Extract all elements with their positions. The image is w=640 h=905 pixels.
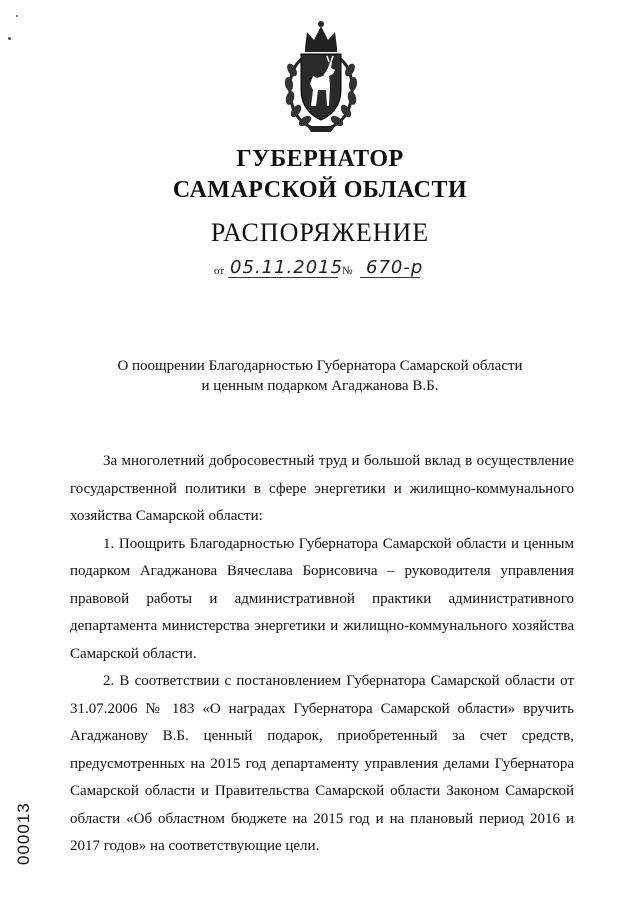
date-from-label: от [214,265,225,277]
number-underline [360,277,420,278]
scan-speck [16,15,18,17]
registration-line [214,257,434,281]
intro-paragraph: За многолетний добросовестный труд и большой вклад в осуществление государственной политики в сфере энергетики и жилищно-коммунального хозяйства Самарской области: [70,453,574,524]
item-1-paragraph: 1. Поощрить Благодарностью Губернатора Самарской области и ценным подарком Агаджанова Вячеслава Борисовича – руководителя управления правовой работы и административной практики административного департамента министерства энергетики и жилищно-коммунального хозяйства Самарской области. [70,535,574,662]
document-date: 05.11.2015 [230,257,344,278]
title-line-1: ГУБЕРНАТОР [236,146,404,172]
scan-speck [8,37,11,40]
document-body [70,448,574,861]
date-underline [228,277,338,278]
samara-coat-of-arms-icon [283,18,359,136]
document-subject [0,356,640,396]
title-line-2: САМАРСКОЙ ОБЛАСТИ [172,177,468,203]
document-number: 670-р [366,257,424,278]
number-label: № [342,265,353,277]
subject-line-1: О поощрении Благодарностью Губернатора Самарской области [117,358,523,374]
sheet-number: 000013 [14,802,33,865]
item-2-paragraph: 2. В соответствии с постановлением Губернатора Самарской области от 31.07.2006 № 183 «О наградах Губернатора Самарской области» вручить Агаджанову В.Б. ценный подарок, приобретенный за счет средств, предусмотренных на 2015 год департаменту управления делами Губернатора Самарской области и Правительства Самарской области Законом Самарской области «Об областном бюджете на 2015 год и на плановый период 2016 и 2017 годов» на соответствующие цели. [70,673,574,854]
subject-line-2: и ценным подарком Агаджанова В.Б. [201,378,439,394]
document-type: РАСПОРЯЖЕНИЕ [210,218,430,247]
